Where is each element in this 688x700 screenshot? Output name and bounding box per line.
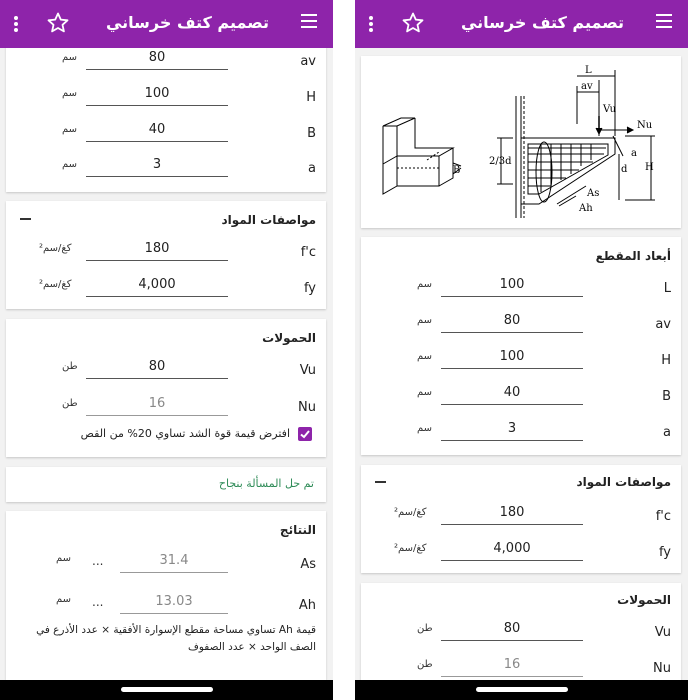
diagram-label-Ah: Ah [579,203,593,214]
diagram-label-a: a [631,148,637,159]
collapse-icon[interactable] [375,481,386,483]
diagram-label-H: H [645,162,654,173]
diagram-label-Vu: Vu [603,104,617,115]
input-Vu[interactable]: 80 [86,359,228,379]
row-a [6,155,326,185]
row-av [6,48,326,78]
label-fy: fy [658,545,671,560]
corbel-diagram [361,56,681,228]
ellipsis-Ah[interactable]: ... [92,595,104,609]
app-bar [355,0,688,48]
diagram-label-d: d [621,164,628,175]
label-fc: f'c [300,245,316,260]
output-Ah: 13.03 [120,594,228,614]
diagram-label-2-3d: 2/3d [489,156,512,167]
home-gesture-pill[interactable] [121,687,213,692]
ah-note: قيمة Ah تساوي مساحة مقطع الإسوارة الأفقية × عدد الأذرع في الصف الواحد × عدد الصفوف [36,624,316,653]
phone-screen-scrolled [0,0,333,700]
row-H [361,347,681,377]
row-B [361,383,681,413]
input-fc[interactable]: 180 [86,241,228,261]
system-nav-bar [355,680,688,700]
label-Nu: Nu [298,400,316,415]
label-Vu: Vu [654,625,671,640]
row-fc [6,239,326,269]
input-a[interactable]: 3 [86,157,228,177]
unit-B: سم [417,387,433,398]
input-Nu: 16 [441,657,583,677]
card-dimensions [6,40,326,192]
unit-L: سم [417,279,433,290]
label-av: av [655,317,671,332]
label-a: a [663,425,671,440]
unit-Nu: طن [417,659,433,670]
star-outline-icon[interactable] [46,11,70,35]
label-L: L [663,281,671,296]
app-title: تصميم كتف خرساني [105,13,269,32]
card-materials [6,201,326,309]
row-Vu [361,619,681,649]
diagram-label-L: L [585,65,592,76]
section-title-materials: مواصفات المواد [576,475,671,489]
row-B [6,120,326,150]
unit-av: سم [417,315,433,326]
row-L [361,275,681,305]
row-fc [361,503,681,533]
card-status [6,467,326,502]
input-Vu[interactable]: 80 [441,621,583,641]
assume-tension-label: افترض قيمة قوة الشد تساوي 20% من القص [80,427,290,440]
unit-a: سم [62,159,78,170]
star-outline-icon[interactable] [401,11,425,35]
label-Vu: Vu [299,363,316,378]
row-fy [361,539,681,569]
card-loads [361,583,681,693]
diagram-label-B: B [453,165,461,176]
card-diagram [361,56,681,228]
unit-Vu: طن [417,623,433,634]
row-a [361,419,681,449]
input-fy[interactable]: 4,000 [86,277,228,297]
label-fc: f'c [655,509,671,524]
input-H[interactable]: 100 [441,349,583,369]
unit-fy: كغ/سم² [394,543,427,554]
label-B: B [662,389,671,404]
diagram-label-Nu: Nu [637,120,653,131]
label-As: As [300,557,316,572]
diagram-label-av: av [581,81,593,92]
check-icon [299,428,311,440]
status-message: تم حل المسألة بنجاح [218,477,314,490]
label-H: H [306,90,316,105]
unit-fc: كغ/سم² [394,507,427,518]
row-Vu [6,357,326,387]
phone-screen-top [355,0,688,700]
input-fc[interactable]: 180 [441,505,583,525]
unit-B: سم [62,124,78,135]
system-nav-bar [0,680,333,700]
card-materials [361,465,681,573]
input-av[interactable]: 80 [86,50,228,70]
more-vert-icon[interactable] [369,16,373,32]
assume-tension-row[interactable] [6,425,326,445]
output-As: 31.4 [120,553,228,573]
row-Ah [6,592,326,622]
label-B: B [307,126,316,141]
input-fy[interactable]: 4,000 [441,541,583,561]
unit-H: سم [62,88,78,99]
input-H[interactable]: 100 [86,86,228,106]
label-Ah: Ah [298,598,316,613]
unit-H: سم [417,351,433,362]
unit-Vu: طن [62,361,78,372]
section-title-results: النتائج [279,523,316,537]
app-bar [0,0,333,48]
hamburger-menu-icon[interactable] [656,14,672,28]
row-Nu [6,394,326,424]
section-title-dimensions: أبعاد المقطع [595,249,671,263]
app-title: تصميم كتف خرساني [460,13,624,32]
ellipsis-As[interactable]: ... [92,554,104,568]
label-Nu: Nu [653,661,671,676]
label-av: av [300,54,316,69]
hamburger-menu-icon[interactable] [301,14,317,28]
row-As [6,551,326,581]
section-title-materials: مواصفات المواد [221,213,316,227]
more-vert-icon[interactable] [14,16,18,32]
row-fy [6,275,326,305]
assume-tension-checkbox[interactable] [298,427,312,441]
input-a[interactable]: 3 [441,421,583,441]
section-title-loads: الحمولات [262,331,316,345]
label-H: H [661,353,671,368]
unit-fc: كغ/سم² [39,243,72,254]
section-title-loads: الحمولات [617,593,671,607]
input-av[interactable]: 80 [441,313,583,333]
input-Nu: 16 [86,396,228,416]
diagram-label-As: As [587,188,600,199]
card-results [6,511,326,680]
input-L[interactable]: 100 [441,277,583,297]
input-B[interactable]: 40 [441,385,583,405]
unit-a: سم [417,423,433,434]
row-av [361,311,681,341]
card-dimensions [361,237,681,455]
label-fy: fy [303,281,316,296]
row-H [6,84,326,114]
unit-Nu: طن [62,398,78,409]
input-B[interactable]: 40 [86,122,228,142]
home-gesture-pill[interactable] [476,687,568,692]
collapse-icon[interactable] [20,218,31,220]
unit-fy: كغ/سم² [39,279,72,290]
label-a: a [308,161,316,176]
card-loads [6,319,326,457]
unit-av: سم [62,52,78,63]
unit-Ah: سم [56,594,72,605]
unit-As: سم [56,553,72,564]
